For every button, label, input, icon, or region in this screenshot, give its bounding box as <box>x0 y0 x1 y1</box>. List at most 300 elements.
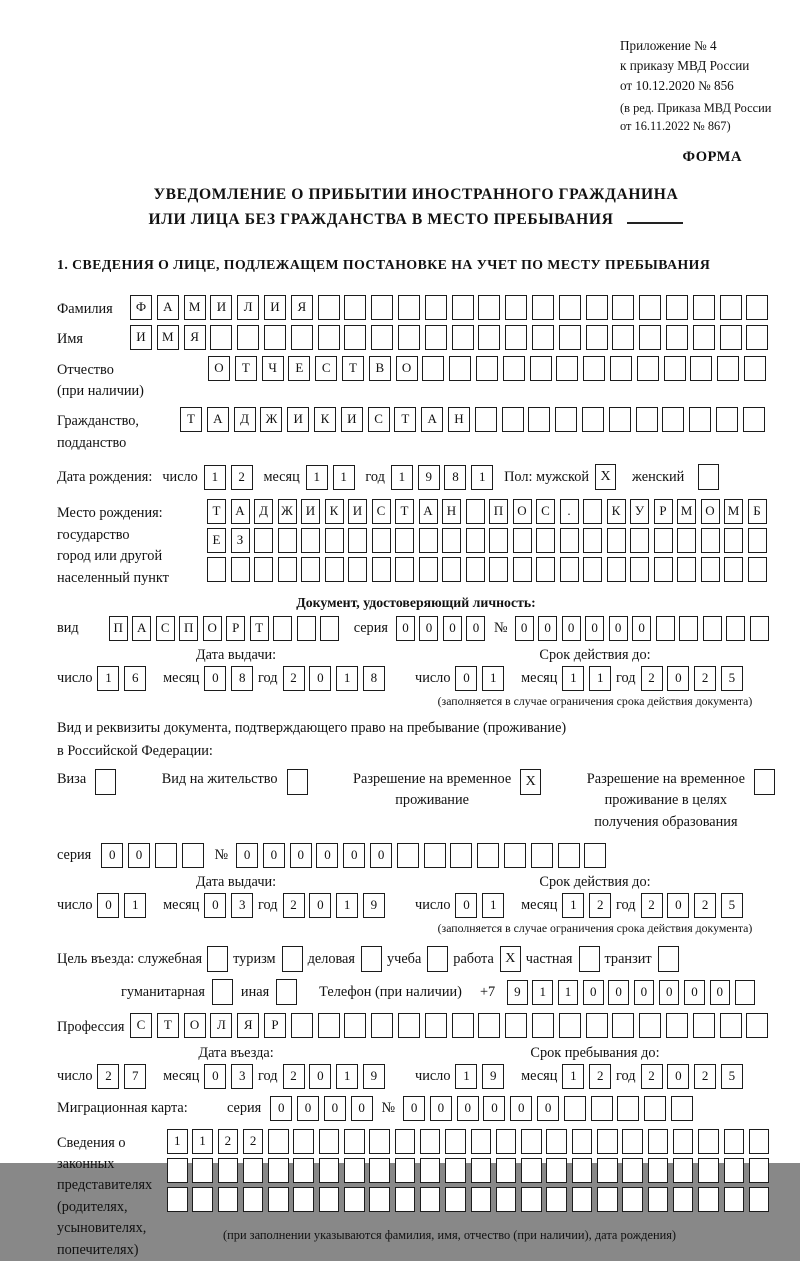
char-cell[interactable]: 0 <box>466 616 485 641</box>
purpose-other-checkbox[interactable] <box>276 979 297 1005</box>
char-cell[interactable] <box>666 325 688 350</box>
char-cell[interactable] <box>746 325 768 350</box>
char-cell[interactable] <box>622 1187 643 1212</box>
char-cell[interactable] <box>505 325 527 350</box>
char-cell[interactable] <box>505 295 527 320</box>
char-cell[interactable]: Ж <box>278 499 297 524</box>
char-cell[interactable]: 0 <box>101 843 123 868</box>
char-cell[interactable] <box>442 557 461 582</box>
char-cell[interactable] <box>371 325 393 350</box>
char-cell[interactable] <box>424 843 446 868</box>
char-cell[interactable] <box>717 356 739 381</box>
char-cell[interactable] <box>726 616 745 641</box>
purpose-private-checkbox[interactable] <box>579 946 600 972</box>
female-checkbox[interactable] <box>698 464 719 490</box>
char-cell[interactable] <box>693 325 715 350</box>
char-cell[interactable] <box>192 1158 213 1183</box>
char-cell[interactable] <box>218 1187 239 1212</box>
char-cell[interactable] <box>395 1129 416 1154</box>
char-cell[interactable] <box>586 1013 608 1038</box>
char-cell[interactable]: 0 <box>309 1064 331 1089</box>
char-cell[interactable] <box>318 325 340 350</box>
char-cell[interactable]: 2 <box>589 1064 611 1089</box>
residence-permit-checkbox[interactable] <box>287 769 308 795</box>
char-cell[interactable]: В <box>369 356 391 381</box>
char-cell[interactable] <box>348 528 367 553</box>
char-cell[interactable] <box>395 557 414 582</box>
char-cell[interactable] <box>466 557 485 582</box>
char-cell[interactable] <box>371 1013 393 1038</box>
char-cell[interactable] <box>546 1158 567 1183</box>
char-cell[interactable] <box>422 356 444 381</box>
char-cell[interactable] <box>372 557 391 582</box>
char-cell[interactable] <box>671 1096 693 1121</box>
char-cell[interactable] <box>560 528 579 553</box>
char-cell[interactable] <box>609 407 631 432</box>
char-cell[interactable]: А <box>132 616 151 641</box>
char-cell[interactable]: Р <box>264 1013 286 1038</box>
char-cell[interactable] <box>664 356 686 381</box>
char-cell[interactable]: 5 <box>721 1064 743 1089</box>
char-cell[interactable] <box>452 1013 474 1038</box>
char-cell[interactable] <box>583 356 605 381</box>
char-cell[interactable] <box>555 407 577 432</box>
char-cell[interactable] <box>673 1187 694 1212</box>
char-cell[interactable]: 1 <box>482 666 504 691</box>
char-cell[interactable]: 2 <box>243 1129 264 1154</box>
char-cell[interactable]: 0 <box>585 616 604 641</box>
char-cell[interactable]: 2 <box>218 1129 239 1154</box>
char-cell[interactable]: 0 <box>204 1064 226 1089</box>
char-cell[interactable] <box>639 295 661 320</box>
char-cell[interactable] <box>496 1129 517 1154</box>
char-cell[interactable]: 0 <box>510 1096 532 1121</box>
char-cell[interactable] <box>395 1187 416 1212</box>
char-cell[interactable] <box>698 1129 719 1154</box>
char-cell[interactable]: 1 <box>306 465 328 490</box>
char-cell[interactable] <box>210 325 232 350</box>
char-cell[interactable]: 0 <box>430 1096 452 1121</box>
char-cell[interactable] <box>513 528 532 553</box>
char-cell[interactable] <box>419 528 438 553</box>
char-cell[interactable] <box>677 528 696 553</box>
char-cell[interactable] <box>749 1129 770 1154</box>
char-cell[interactable] <box>344 325 366 350</box>
char-cell[interactable]: Т <box>157 1013 179 1038</box>
char-cell[interactable] <box>572 1187 593 1212</box>
char-cell[interactable] <box>344 1158 365 1183</box>
char-cell[interactable]: Д <box>234 407 256 432</box>
char-cell[interactable] <box>319 1129 340 1154</box>
char-cell[interactable] <box>466 528 485 553</box>
char-cell[interactable] <box>291 1013 313 1038</box>
char-cell[interactable] <box>748 528 767 553</box>
char-cell[interactable]: 0 <box>609 616 628 641</box>
char-cell[interactable]: 2 <box>641 666 663 691</box>
char-cell[interactable] <box>521 1158 542 1183</box>
char-cell[interactable] <box>344 295 366 320</box>
char-cell[interactable] <box>612 295 634 320</box>
char-cell[interactable] <box>318 1013 340 1038</box>
char-cell[interactable] <box>558 843 580 868</box>
purpose-work-checkbox[interactable]: X <box>500 946 521 972</box>
char-cell[interactable]: 2 <box>97 1064 119 1089</box>
char-cell[interactable] <box>746 1013 768 1038</box>
char-cell[interactable] <box>398 325 420 350</box>
char-cell[interactable]: 1 <box>589 666 611 691</box>
char-cell[interactable] <box>273 616 292 641</box>
char-cell[interactable]: Т <box>207 499 226 524</box>
char-cell[interactable]: А <box>231 499 250 524</box>
char-cell[interactable]: 0 <box>634 980 655 1005</box>
char-cell[interactable] <box>420 1129 441 1154</box>
char-cell[interactable] <box>612 1013 634 1038</box>
char-cell[interactable] <box>167 1158 188 1183</box>
char-cell[interactable] <box>445 1129 466 1154</box>
char-cell[interactable]: К <box>325 499 344 524</box>
char-cell[interactable]: 0 <box>297 1096 319 1121</box>
char-cell[interactable] <box>586 295 608 320</box>
char-cell[interactable] <box>610 356 632 381</box>
purpose-commercial-checkbox[interactable] <box>361 946 382 972</box>
char-cell[interactable] <box>477 843 499 868</box>
char-cell[interactable] <box>264 325 286 350</box>
char-cell[interactable] <box>503 356 525 381</box>
char-cell[interactable]: 0 <box>443 616 462 641</box>
char-cell[interactable] <box>531 843 553 868</box>
char-cell[interactable] <box>293 1129 314 1154</box>
char-cell[interactable] <box>591 1096 613 1121</box>
char-cell[interactable]: Т <box>250 616 269 641</box>
char-cell[interactable] <box>397 843 419 868</box>
char-cell[interactable]: 0 <box>370 843 392 868</box>
char-cell[interactable]: М <box>184 295 206 320</box>
char-cell[interactable] <box>496 1187 517 1212</box>
char-cell[interactable]: 0 <box>583 980 604 1005</box>
char-cell[interactable]: О <box>203 616 222 641</box>
char-cell[interactable]: 1 <box>558 980 579 1005</box>
char-cell[interactable]: 2 <box>694 893 716 918</box>
char-cell[interactable]: 1 <box>97 666 119 691</box>
char-cell[interactable]: 1 <box>167 1129 188 1154</box>
char-cell[interactable] <box>254 528 273 553</box>
char-cell[interactable] <box>679 616 698 641</box>
char-cell[interactable] <box>425 295 447 320</box>
char-cell[interactable]: 1 <box>562 893 584 918</box>
char-cell[interactable] <box>648 1129 669 1154</box>
char-cell[interactable]: 1 <box>336 893 358 918</box>
char-cell[interactable] <box>597 1187 618 1212</box>
char-cell[interactable] <box>622 1158 643 1183</box>
char-cell[interactable] <box>478 1013 500 1038</box>
char-cell[interactable]: Т <box>180 407 202 432</box>
char-cell[interactable] <box>622 1129 643 1154</box>
char-cell[interactable] <box>192 1187 213 1212</box>
char-cell[interactable] <box>743 407 765 432</box>
char-cell[interactable] <box>749 1158 770 1183</box>
char-cell[interactable] <box>532 295 554 320</box>
char-cell[interactable]: И <box>341 407 363 432</box>
char-cell[interactable]: С <box>536 499 555 524</box>
char-cell[interactable]: М <box>157 325 179 350</box>
char-cell[interactable] <box>648 1187 669 1212</box>
char-cell[interactable]: 9 <box>482 1064 504 1089</box>
char-cell[interactable] <box>654 528 673 553</box>
char-cell[interactable] <box>369 1158 390 1183</box>
char-cell[interactable]: 0 <box>667 666 689 691</box>
char-cell[interactable] <box>673 1129 694 1154</box>
char-cell[interactable] <box>630 528 649 553</box>
char-cell[interactable]: 1 <box>471 465 493 490</box>
char-cell[interactable] <box>656 616 675 641</box>
char-cell[interactable] <box>639 325 661 350</box>
char-cell[interactable] <box>724 1129 745 1154</box>
char-cell[interactable] <box>475 407 497 432</box>
char-cell[interactable] <box>319 1187 340 1212</box>
char-cell[interactable]: 2 <box>641 893 663 918</box>
char-cell[interactable] <box>425 325 447 350</box>
char-cell[interactable] <box>521 1129 542 1154</box>
char-cell[interactable] <box>243 1187 264 1212</box>
char-cell[interactable]: 1 <box>336 666 358 691</box>
char-cell[interactable] <box>395 528 414 553</box>
char-cell[interactable]: Е <box>207 528 226 553</box>
char-cell[interactable]: Н <box>448 407 470 432</box>
char-cell[interactable] <box>504 843 526 868</box>
char-cell[interactable] <box>698 1187 719 1212</box>
char-cell[interactable] <box>471 1129 492 1154</box>
char-cell[interactable] <box>572 1129 593 1154</box>
char-cell[interactable] <box>344 1013 366 1038</box>
char-cell[interactable]: И <box>287 407 309 432</box>
char-cell[interactable]: 0 <box>684 980 705 1005</box>
char-cell[interactable] <box>559 325 581 350</box>
char-cell[interactable] <box>301 557 320 582</box>
char-cell[interactable] <box>471 1158 492 1183</box>
char-cell[interactable] <box>478 325 500 350</box>
char-cell[interactable] <box>724 1158 745 1183</box>
temp-residence-checkbox[interactable]: X <box>520 769 541 795</box>
char-cell[interactable]: А <box>421 407 443 432</box>
char-cell[interactable]: С <box>368 407 390 432</box>
char-cell[interactable] <box>398 1013 420 1038</box>
char-cell[interactable] <box>449 356 471 381</box>
char-cell[interactable]: И <box>348 499 367 524</box>
char-cell[interactable] <box>720 295 742 320</box>
char-cell[interactable] <box>559 1013 581 1038</box>
char-cell[interactable]: 7 <box>124 1064 146 1089</box>
char-cell[interactable] <box>348 557 367 582</box>
char-cell[interactable] <box>243 1158 264 1183</box>
char-cell[interactable] <box>703 616 722 641</box>
char-cell[interactable]: 0 <box>263 843 285 868</box>
char-cell[interactable] <box>597 1129 618 1154</box>
char-cell[interactable]: 0 <box>515 616 534 641</box>
char-cell[interactable]: 8 <box>444 465 466 490</box>
char-cell[interactable] <box>582 407 604 432</box>
char-cell[interactable]: 3 <box>231 893 253 918</box>
char-cell[interactable]: 2 <box>283 1064 305 1089</box>
char-cell[interactable]: Я <box>291 295 313 320</box>
char-cell[interactable] <box>746 295 768 320</box>
char-cell[interactable]: 1 <box>455 1064 477 1089</box>
char-cell[interactable] <box>268 1158 289 1183</box>
char-cell[interactable] <box>735 980 756 1005</box>
temp-residence-education-checkbox[interactable] <box>754 769 775 795</box>
char-cell[interactable]: 2 <box>283 666 305 691</box>
char-cell[interactable] <box>637 356 659 381</box>
char-cell[interactable]: Л <box>237 295 259 320</box>
char-cell[interactable]: М <box>724 499 743 524</box>
visa-checkbox[interactable] <box>95 769 116 795</box>
char-cell[interactable] <box>476 356 498 381</box>
char-cell[interactable]: 5 <box>721 893 743 918</box>
char-cell[interactable]: И <box>210 295 232 320</box>
char-cell[interactable] <box>369 1129 390 1154</box>
char-cell[interactable] <box>597 1158 618 1183</box>
char-cell[interactable]: А <box>207 407 229 432</box>
char-cell[interactable]: 2 <box>231 465 253 490</box>
char-cell[interactable] <box>478 295 500 320</box>
char-cell[interactable] <box>268 1129 289 1154</box>
char-cell[interactable]: 1 <box>562 1064 584 1089</box>
char-cell[interactable]: Т <box>235 356 257 381</box>
char-cell[interactable]: 1 <box>124 893 146 918</box>
char-cell[interactable]: Р <box>226 616 245 641</box>
char-cell[interactable]: 3 <box>231 1064 253 1089</box>
purpose-business-checkbox[interactable] <box>207 946 228 972</box>
char-cell[interactable]: Л <box>210 1013 232 1038</box>
char-cell[interactable]: Ж <box>260 407 282 432</box>
char-cell[interactable]: Ф <box>130 295 152 320</box>
char-cell[interactable] <box>607 528 626 553</box>
purpose-transit-checkbox[interactable] <box>658 946 679 972</box>
char-cell[interactable] <box>489 557 508 582</box>
char-cell[interactable]: 5 <box>721 666 743 691</box>
char-cell[interactable] <box>254 557 273 582</box>
char-cell[interactable]: С <box>156 616 175 641</box>
char-cell[interactable] <box>617 1096 639 1121</box>
char-cell[interactable]: А <box>419 499 438 524</box>
char-cell[interactable] <box>218 1158 239 1183</box>
char-cell[interactable]: Т <box>394 407 416 432</box>
char-cell[interactable] <box>559 295 581 320</box>
char-cell[interactable]: 0 <box>309 893 331 918</box>
char-cell[interactable] <box>182 843 204 868</box>
char-cell[interactable]: Т <box>342 356 364 381</box>
char-cell[interactable] <box>528 407 550 432</box>
char-cell[interactable] <box>445 1158 466 1183</box>
char-cell[interactable]: У <box>630 499 649 524</box>
char-cell[interactable] <box>372 528 391 553</box>
char-cell[interactable] <box>268 1187 289 1212</box>
char-cell[interactable] <box>513 557 532 582</box>
char-cell[interactable]: 9 <box>363 1064 385 1089</box>
char-cell[interactable] <box>530 356 552 381</box>
char-cell[interactable] <box>750 616 769 641</box>
char-cell[interactable] <box>320 616 339 641</box>
char-cell[interactable] <box>502 407 524 432</box>
char-cell[interactable] <box>677 557 696 582</box>
char-cell[interactable]: 6 <box>124 666 146 691</box>
char-cell[interactable] <box>701 557 720 582</box>
char-cell[interactable]: 8 <box>363 666 385 691</box>
char-cell[interactable]: 1 <box>562 666 584 691</box>
char-cell[interactable]: 0 <box>667 1064 689 1089</box>
char-cell[interactable] <box>395 1158 416 1183</box>
char-cell[interactable] <box>207 557 226 582</box>
char-cell[interactable]: 0 <box>396 616 415 641</box>
char-cell[interactable]: 0 <box>316 843 338 868</box>
char-cell[interactable] <box>583 557 602 582</box>
char-cell[interactable] <box>291 325 313 350</box>
char-cell[interactable]: 2 <box>694 666 716 691</box>
char-cell[interactable] <box>564 1096 586 1121</box>
char-cell[interactable] <box>698 1158 719 1183</box>
char-cell[interactable]: О <box>513 499 532 524</box>
char-cell[interactable]: 0 <box>204 893 226 918</box>
char-cell[interactable] <box>231 557 250 582</box>
char-cell[interactable]: Я <box>184 325 206 350</box>
purpose-study-checkbox[interactable] <box>427 946 448 972</box>
char-cell[interactable] <box>442 528 461 553</box>
char-cell[interactable]: 9 <box>507 980 528 1005</box>
char-cell[interactable]: 0 <box>290 843 312 868</box>
char-cell[interactable] <box>690 356 712 381</box>
char-cell[interactable] <box>612 325 634 350</box>
char-cell[interactable] <box>724 557 743 582</box>
char-cell[interactable] <box>666 1013 688 1038</box>
char-cell[interactable]: 0 <box>309 666 331 691</box>
char-cell[interactable]: 1 <box>336 1064 358 1089</box>
char-cell[interactable]: 1 <box>192 1129 213 1154</box>
char-cell[interactable] <box>584 843 606 868</box>
char-cell[interactable] <box>369 1187 390 1212</box>
char-cell[interactable] <box>425 1013 447 1038</box>
char-cell[interactable] <box>583 499 602 524</box>
char-cell[interactable] <box>693 295 715 320</box>
char-cell[interactable]: 0 <box>419 616 438 641</box>
char-cell[interactable] <box>556 356 578 381</box>
char-cell[interactable]: С <box>372 499 391 524</box>
purpose-tourism-checkbox[interactable] <box>282 946 303 972</box>
male-checkbox[interactable]: X <box>595 464 616 490</box>
char-cell[interactable]: 0 <box>204 666 226 691</box>
char-cell[interactable]: 0 <box>667 893 689 918</box>
char-cell[interactable]: Б <box>748 499 767 524</box>
char-cell[interactable] <box>496 1158 517 1183</box>
char-cell[interactable]: 0 <box>128 843 150 868</box>
char-cell[interactable] <box>720 1013 742 1038</box>
char-cell[interactable] <box>630 557 649 582</box>
char-cell[interactable] <box>293 1158 314 1183</box>
char-cell[interactable] <box>466 499 485 524</box>
char-cell[interactable]: 0 <box>632 616 651 641</box>
char-cell[interactable] <box>237 325 259 350</box>
char-cell[interactable]: М <box>677 499 696 524</box>
char-cell[interactable] <box>278 528 297 553</box>
char-cell[interactable] <box>560 557 579 582</box>
char-cell[interactable]: 0 <box>659 980 680 1005</box>
char-cell[interactable] <box>536 557 555 582</box>
char-cell[interactable]: Н <box>442 499 461 524</box>
char-cell[interactable] <box>607 557 626 582</box>
char-cell[interactable] <box>532 325 554 350</box>
char-cell[interactable] <box>639 1013 661 1038</box>
char-cell[interactable] <box>689 407 711 432</box>
char-cell[interactable]: 0 <box>236 843 258 868</box>
char-cell[interactable]: С <box>130 1013 152 1038</box>
